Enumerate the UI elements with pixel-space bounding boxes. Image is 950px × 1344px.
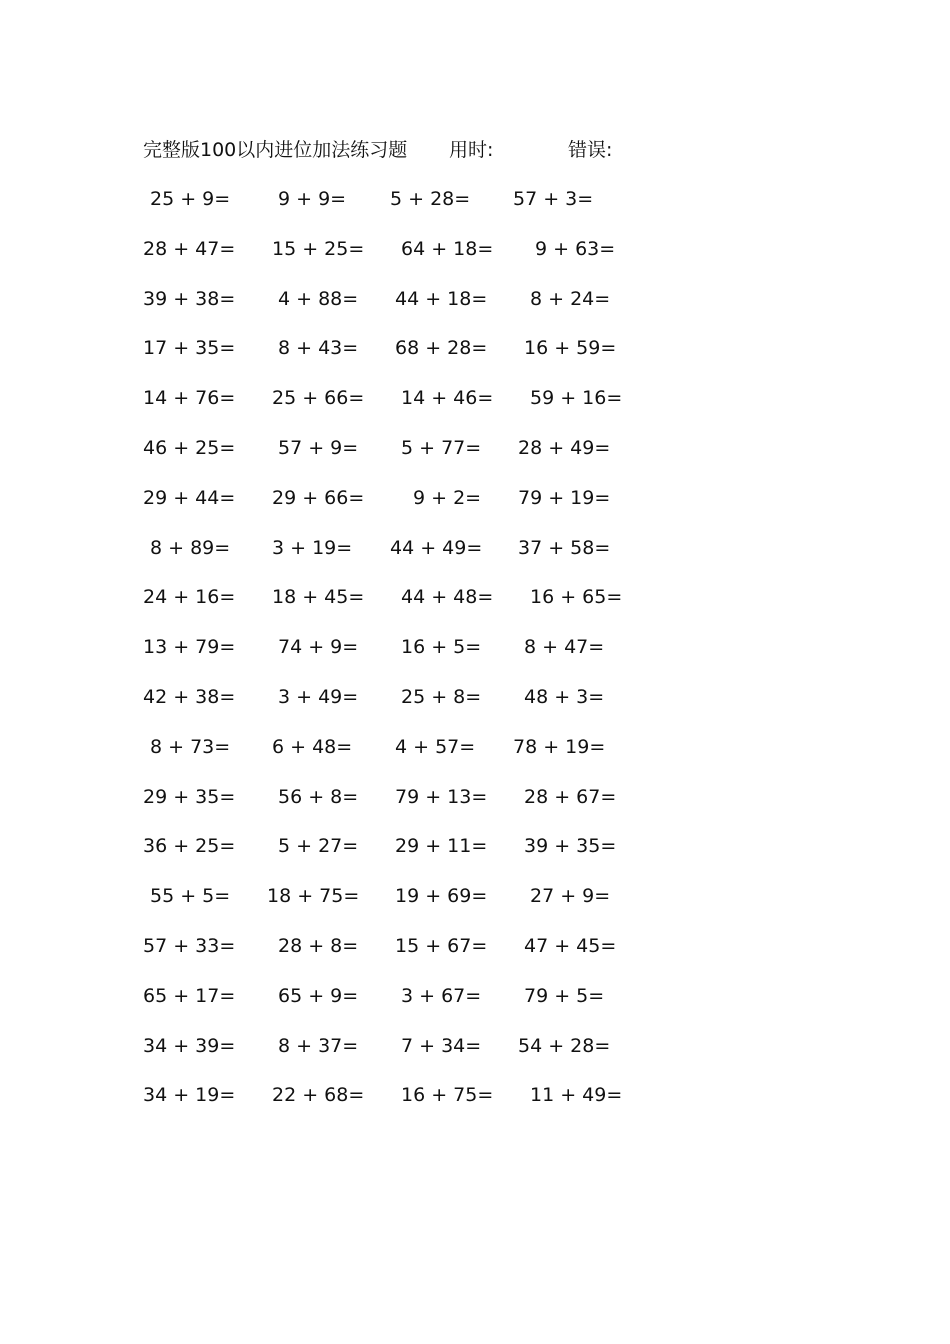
addition-problem: 11 + 49= xyxy=(530,1084,623,1107)
addition-problem: 29 + 11= xyxy=(395,835,488,858)
addition-problem: 29 + 44= xyxy=(143,486,236,509)
addition-problem: 46 + 25= xyxy=(143,436,236,459)
addition-problem: 9 + 2= xyxy=(413,486,482,509)
problem-row xyxy=(143,783,643,833)
addition-problem: 6 + 48= xyxy=(272,735,353,758)
addition-problem: 3 + 19= xyxy=(272,536,353,559)
addition-problem: 79 + 19= xyxy=(518,486,611,509)
addition-problem: 8 + 73= xyxy=(150,735,231,758)
addition-problem: 16 + 5= xyxy=(401,636,482,659)
addition-problem: 16 + 65= xyxy=(530,586,623,609)
problem-row xyxy=(143,384,643,434)
problem-row xyxy=(143,484,643,534)
time-used-label: 用时: xyxy=(449,139,494,161)
addition-problem: 57 + 33= xyxy=(143,934,236,957)
problem-row xyxy=(143,1081,643,1131)
problem-grid xyxy=(143,185,643,1131)
addition-problem: 54 + 28= xyxy=(518,1034,611,1057)
addition-problem: 74 + 9= xyxy=(278,636,359,659)
addition-problem: 34 + 39= xyxy=(143,1034,236,1057)
addition-problem: 22 + 68= xyxy=(272,1084,365,1107)
addition-problem: 13 + 79= xyxy=(143,636,236,659)
addition-problem: 57 + 9= xyxy=(278,436,359,459)
addition-problem: 28 + 67= xyxy=(524,785,617,808)
addition-problem: 25 + 66= xyxy=(272,387,365,410)
addition-problem: 15 + 25= xyxy=(272,237,365,260)
addition-problem: 24 + 16= xyxy=(143,586,236,609)
problem-row xyxy=(143,683,643,733)
addition-problem: 28 + 8= xyxy=(278,934,359,957)
addition-problem: 28 + 47= xyxy=(143,237,236,260)
addition-problem: 14 + 46= xyxy=(401,387,494,410)
addition-problem: 18 + 75= xyxy=(267,885,360,908)
addition-problem: 4 + 88= xyxy=(278,287,359,310)
addition-problem: 5 + 77= xyxy=(401,436,482,459)
addition-problem: 9 + 9= xyxy=(278,188,347,210)
addition-problem: 28 + 49= xyxy=(518,436,611,459)
addition-problem: 64 + 18= xyxy=(401,237,494,260)
problem-row xyxy=(143,882,643,932)
addition-problem: 65 + 9= xyxy=(278,984,359,1007)
addition-problem: 25 + 8= xyxy=(401,685,482,708)
problem-row xyxy=(143,982,643,1032)
addition-problem: 79 + 5= xyxy=(524,984,605,1007)
addition-problem: 42 + 38= xyxy=(143,685,236,708)
addition-problem: 15 + 67= xyxy=(395,934,488,957)
problem-row xyxy=(143,334,643,384)
addition-problem: 44 + 48= xyxy=(401,586,494,609)
addition-problem: 55 + 5= xyxy=(150,885,231,908)
addition-problem: 8 + 43= xyxy=(278,337,359,360)
addition-problem: 65 + 17= xyxy=(143,984,236,1007)
addition-problem: 16 + 75= xyxy=(401,1084,494,1107)
addition-problem: 79 + 13= xyxy=(395,785,488,808)
addition-problem: 48 + 3= xyxy=(524,685,605,708)
problem-row xyxy=(143,534,643,584)
addition-problem: 47 + 45= xyxy=(524,934,617,957)
addition-problem: 44 + 18= xyxy=(395,287,488,310)
problem-row xyxy=(143,583,643,633)
addition-problem: 14 + 76= xyxy=(143,387,236,410)
addition-problem: 8 + 24= xyxy=(530,287,611,310)
addition-problem: 56 + 8= xyxy=(278,785,359,808)
addition-problem: 5 + 27= xyxy=(278,835,359,858)
problem-row xyxy=(143,285,643,335)
addition-problem: 7 + 34= xyxy=(401,1034,482,1057)
problem-row xyxy=(143,832,643,882)
addition-problem: 8 + 47= xyxy=(524,636,605,659)
addition-problem: 25 + 9= xyxy=(150,188,231,210)
addition-problem: 59 + 16= xyxy=(530,387,623,410)
addition-problem: 39 + 38= xyxy=(143,287,236,310)
addition-problem: 78 + 19= xyxy=(513,735,606,758)
worksheet-title: 完整版100以内进位加法练习题 xyxy=(143,139,408,161)
addition-problem: 17 + 35= xyxy=(143,337,236,360)
addition-problem: 57 + 3= xyxy=(513,188,594,210)
problem-row xyxy=(143,235,643,285)
addition-problem: 18 + 45= xyxy=(272,586,365,609)
problem-row xyxy=(143,633,643,683)
problem-row xyxy=(143,434,643,484)
addition-problem: 5 + 28= xyxy=(390,188,471,210)
addition-problem: 8 + 89= xyxy=(150,536,231,559)
addition-problem: 19 + 69= xyxy=(395,885,488,908)
problem-row xyxy=(143,733,643,783)
addition-problem: 16 + 59= xyxy=(524,337,617,360)
problem-row xyxy=(143,1032,643,1082)
addition-problem: 68 + 28= xyxy=(395,337,488,360)
addition-problem: 37 + 58= xyxy=(518,536,611,559)
addition-problem: 29 + 66= xyxy=(272,486,365,509)
addition-problem: 3 + 49= xyxy=(278,685,359,708)
problem-row xyxy=(143,932,643,982)
addition-problem: 27 + 9= xyxy=(530,885,611,908)
addition-problem: 36 + 25= xyxy=(143,835,236,858)
addition-problem: 3 + 67= xyxy=(401,984,482,1007)
error-count-label: 错误: xyxy=(568,139,613,161)
addition-problem: 4 + 57= xyxy=(395,735,476,758)
problem-row xyxy=(143,185,643,235)
addition-problem: 34 + 19= xyxy=(143,1084,236,1107)
addition-problem: 29 + 35= xyxy=(143,785,236,808)
addition-problem: 39 + 35= xyxy=(524,835,617,858)
addition-problem: 44 + 49= xyxy=(390,536,483,559)
addition-problem: 8 + 37= xyxy=(278,1034,359,1057)
addition-problem: 9 + 63= xyxy=(535,237,616,260)
